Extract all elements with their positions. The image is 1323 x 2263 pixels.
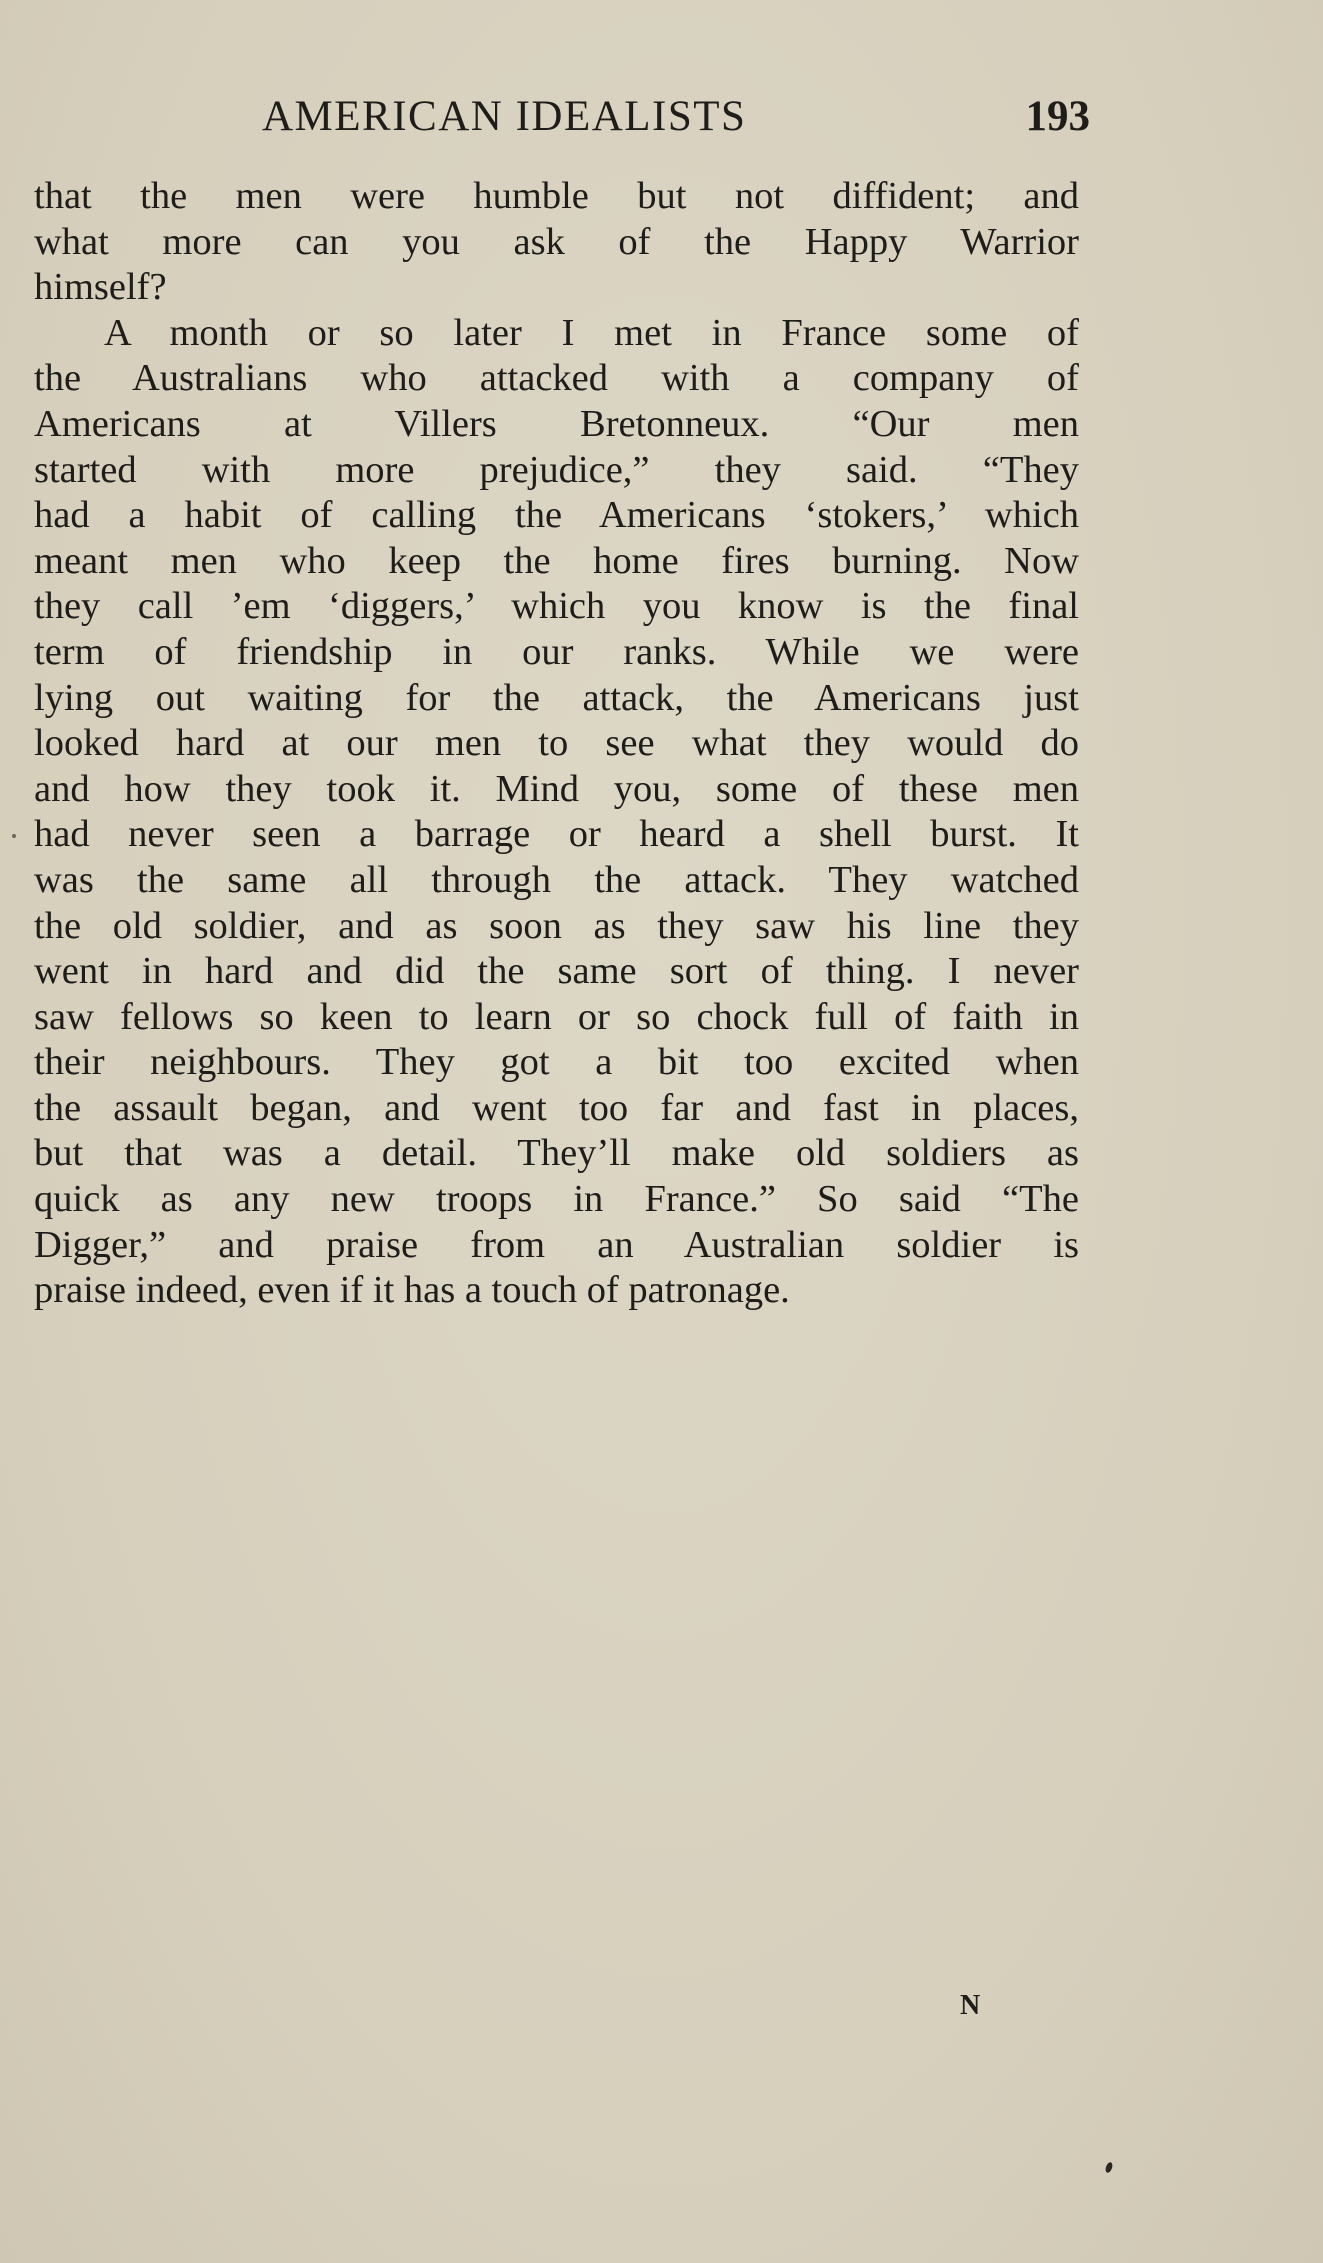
text-line: term of friendship in our ranks. While we were	[34, 630, 1079, 673]
text-line: praise indeed, even if it has a touch of patronage.	[34, 1269, 790, 1312]
text-line: looked hard at our men to see what they would do	[34, 722, 1079, 765]
page-number: 193	[1025, 93, 1090, 140]
text-line: the assault began, and went too far and fast in places,	[34, 1086, 1079, 1129]
text-line: their neighbours. They got a bit too excited when	[34, 1041, 1079, 1084]
text-line: had a habit of calling the Americans ‘stokers,’ which	[34, 494, 1079, 537]
text-line: himself?	[34, 266, 167, 309]
signature-mark: N	[960, 1990, 982, 2021]
ink-speck	[1104, 2161, 1113, 2173]
running-head-title: AMERICAN IDEALISTS	[262, 93, 747, 140]
text-line: but that was a detail. They’ll make old soldiers as	[34, 1132, 1079, 1175]
text-line: and how they took it. Mind you, some of these men	[34, 767, 1079, 810]
text-line: the old soldier, and as soon as they saw his line they	[34, 904, 1079, 947]
margin-speck	[12, 834, 16, 838]
running-head	[262, 92, 1090, 142]
text-line: Americans at Villers Bretonneux. “Our men	[34, 402, 1079, 445]
text-line: A month or so later I met in France some of	[104, 311, 1079, 354]
text-line: had never seen a barrage or heard a shell burst. It	[34, 813, 1079, 856]
text-line: what more can you ask of the Happy Warrior	[34, 220, 1079, 263]
text-line: lying out waiting for the attack, the Americans just	[34, 676, 1079, 719]
text-line: quick as any new troops in France.” So said “The	[34, 1178, 1079, 1221]
text-line: went in hard and did the same sort of thing. I never	[34, 950, 1079, 993]
text-line: meant men who keep the home fires burning. Now	[34, 539, 1079, 582]
text-line: Digger,” and praise from an Australian soldier is	[34, 1223, 1079, 1266]
text-line: saw fellows so keen to learn or so chock full of faith in	[34, 995, 1079, 1038]
text-line: they call ’em ‘diggers,’ which you know is the final	[34, 585, 1079, 628]
text-line: was the same all through the attack. They watched	[34, 858, 1079, 901]
body-text	[34, 174, 1079, 1314]
text-line: that the men were humble but not diffident; and	[34, 175, 1079, 217]
text-line: the Australians who attacked with a company of	[34, 357, 1079, 400]
text-line: started with more prejudice,” they said. “They	[34, 448, 1079, 491]
